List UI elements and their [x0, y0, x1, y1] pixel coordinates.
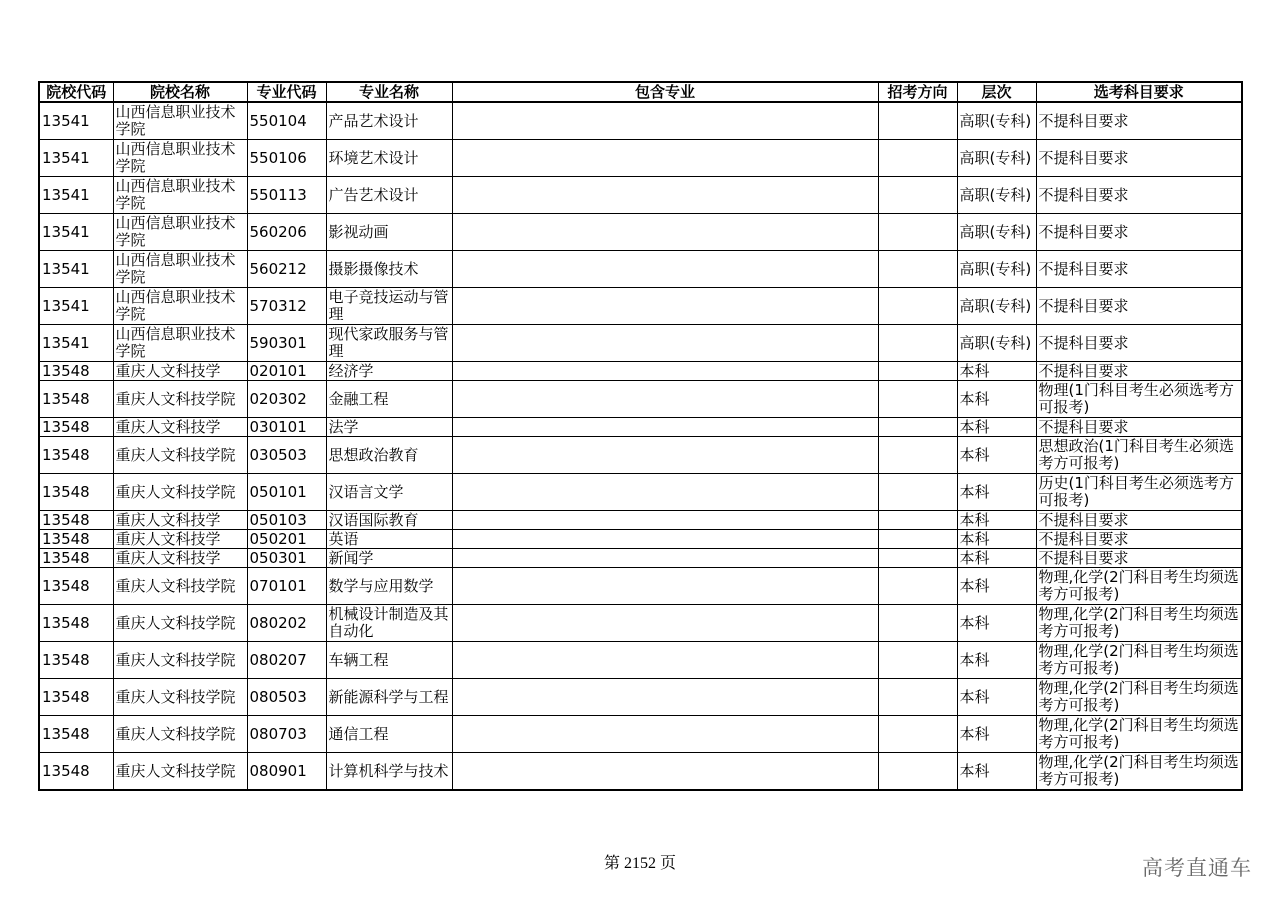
cell-direction — [878, 679, 957, 716]
cell-school-code: 13541 — [39, 214, 113, 251]
cell-major-code: 050201 — [247, 530, 326, 549]
cell-subject-requirement: 不提科目要求 — [1036, 177, 1242, 214]
cell-school-name: 重庆人文科技学 — [113, 418, 247, 437]
cell-direction — [878, 418, 957, 437]
cell-direction — [878, 716, 957, 753]
cell-level: 本科 — [957, 753, 1036, 791]
table-row — [39, 549, 1242, 568]
cell-included-majors — [452, 418, 878, 437]
table-row — [39, 530, 1242, 549]
table-row — [39, 214, 1242, 251]
cell-subject-requirement: 物理(1门科目考生必须选考方可报考) — [1036, 381, 1242, 418]
table-row — [39, 325, 1242, 362]
table-row — [39, 642, 1242, 679]
table-row — [39, 102, 1242, 140]
cell-major-name: 数学与应用数学 — [326, 568, 452, 605]
cell-school-code: 13548 — [39, 474, 113, 511]
cell-level: 本科 — [957, 642, 1036, 679]
cell-included-majors — [452, 642, 878, 679]
cell-major-code: 550104 — [247, 102, 326, 140]
cell-school-code: 13548 — [39, 753, 113, 791]
table-row — [39, 251, 1242, 288]
cell-major-name: 新能源科学与工程 — [326, 679, 452, 716]
cell-major-code: 080202 — [247, 605, 326, 642]
cell-major-code: 030101 — [247, 418, 326, 437]
cell-included-majors — [452, 251, 878, 288]
cell-school-code: 13541 — [39, 288, 113, 325]
cell-direction — [878, 605, 957, 642]
cell-level: 高职(专科) — [957, 214, 1036, 251]
cell-major-code: 050301 — [247, 549, 326, 568]
cell-subject-requirement: 不提科目要求 — [1036, 530, 1242, 549]
cell-school-name: 重庆人文科技学院 — [113, 381, 247, 418]
cell-direction — [878, 568, 957, 605]
cell-school-name: 重庆人文科技学院 — [113, 437, 247, 474]
cell-subject-requirement: 不提科目要求 — [1036, 102, 1242, 140]
cell-school-name: 重庆人文科技学 — [113, 549, 247, 568]
cell-school-name: 重庆人文科技学院 — [113, 605, 247, 642]
cell-major-name: 汉语言文学 — [326, 474, 452, 511]
cell-school-name: 山西信息职业技术学院 — [113, 214, 247, 251]
cell-included-majors — [452, 605, 878, 642]
cell-included-majors — [452, 568, 878, 605]
cell-level: 高职(专科) — [957, 177, 1036, 214]
cell-major-code: 030503 — [247, 437, 326, 474]
cell-major-code: 020302 — [247, 381, 326, 418]
cell-included-majors — [452, 549, 878, 568]
cell-subject-requirement: 不提科目要求 — [1036, 214, 1242, 251]
cell-school-code: 13541 — [39, 177, 113, 214]
cell-included-majors — [452, 140, 878, 177]
cell-major-code: 590301 — [247, 325, 326, 362]
cell-major-code: 080503 — [247, 679, 326, 716]
cell-school-code: 13548 — [39, 716, 113, 753]
cell-major-name: 影视动画 — [326, 214, 452, 251]
cell-school-name: 重庆人文科技学 — [113, 530, 247, 549]
cell-included-majors — [452, 530, 878, 549]
cell-level: 本科 — [957, 679, 1036, 716]
header-school-name: 院校名称 — [113, 82, 247, 102]
cell-school-name: 重庆人文科技学院 — [113, 642, 247, 679]
cell-major-name: 产品艺术设计 — [326, 102, 452, 140]
cell-school-code: 13541 — [39, 140, 113, 177]
cell-subject-requirement: 物理,化学(2门科目考生均须选考方可报考) — [1036, 605, 1242, 642]
cell-school-name: 重庆人文科技学院 — [113, 716, 247, 753]
cell-included-majors — [452, 716, 878, 753]
cell-subject-requirement: 物理,化学(2门科目考生均须选考方可报考) — [1036, 679, 1242, 716]
cell-school-name: 山西信息职业技术学院 — [113, 102, 247, 140]
cell-included-majors — [452, 679, 878, 716]
table-body — [39, 102, 1242, 790]
cell-major-code: 070101 — [247, 568, 326, 605]
cell-major-name: 计算机科学与技术 — [326, 753, 452, 791]
cell-level: 本科 — [957, 418, 1036, 437]
page-number: 第 2152 页 — [603, 855, 676, 872]
cell-school-code: 13541 — [39, 251, 113, 288]
cell-school-name: 重庆人文科技学院 — [113, 568, 247, 605]
cell-subject-requirement: 不提科目要求 — [1036, 549, 1242, 568]
table-row — [39, 605, 1242, 642]
cell-major-name: 现代家政服务与管理 — [326, 325, 452, 362]
cell-level: 本科 — [957, 362, 1036, 381]
cell-major-name: 通信工程 — [326, 716, 452, 753]
table-row — [39, 511, 1242, 530]
table-row — [39, 716, 1242, 753]
header-subject-requirement: 选考科目要求 — [1036, 82, 1242, 102]
cell-major-name: 金融工程 — [326, 381, 452, 418]
cell-major-name: 英语 — [326, 530, 452, 549]
cell-school-code: 13548 — [39, 679, 113, 716]
cell-subject-requirement: 物理,化学(2门科目考生均须选考方可报考) — [1036, 716, 1242, 753]
cell-direction — [878, 288, 957, 325]
table-row — [39, 437, 1242, 474]
cell-included-majors — [452, 511, 878, 530]
cell-included-majors — [452, 325, 878, 362]
cell-major-name: 机械设计制造及其自动化 — [326, 605, 452, 642]
cell-school-code: 13548 — [39, 511, 113, 530]
header-level: 层次 — [957, 82, 1036, 102]
cell-included-majors — [452, 102, 878, 140]
table-header-row — [39, 82, 1242, 102]
cell-major-name: 思想政治教育 — [326, 437, 452, 474]
cell-level: 高职(专科) — [957, 102, 1036, 140]
cell-level: 本科 — [957, 716, 1036, 753]
table-row — [39, 140, 1242, 177]
cell-level: 本科 — [957, 511, 1036, 530]
cell-major-code: 560212 — [247, 251, 326, 288]
admission-table — [38, 81, 1243, 791]
cell-level: 高职(专科) — [957, 251, 1036, 288]
cell-major-name: 经济学 — [326, 362, 452, 381]
cell-major-code: 050103 — [247, 511, 326, 530]
cell-subject-requirement: 思想政治(1门科目考生必须选考方可报考) — [1036, 437, 1242, 474]
cell-direction — [878, 437, 957, 474]
cell-direction — [878, 140, 957, 177]
cell-direction — [878, 325, 957, 362]
table-row — [39, 679, 1242, 716]
cell-subject-requirement: 不提科目要求 — [1036, 362, 1242, 381]
cell-school-code: 13548 — [39, 642, 113, 679]
cell-direction — [878, 102, 957, 140]
table-row — [39, 177, 1242, 214]
cell-direction — [878, 549, 957, 568]
cell-school-code: 13548 — [39, 418, 113, 437]
cell-school-code: 13541 — [39, 102, 113, 140]
cell-level: 本科 — [957, 474, 1036, 511]
cell-major-name: 汉语国际教育 — [326, 511, 452, 530]
cell-level: 本科 — [957, 568, 1036, 605]
cell-school-code: 13548 — [39, 568, 113, 605]
cell-school-code: 13548 — [39, 549, 113, 568]
cell-direction — [878, 753, 957, 791]
cell-included-majors — [452, 288, 878, 325]
cell-school-name: 山西信息职业技术学院 — [113, 288, 247, 325]
cell-direction — [878, 530, 957, 549]
cell-subject-requirement: 物理,化学(2门科目考生均须选考方可报考) — [1036, 753, 1242, 791]
cell-school-code: 13548 — [39, 530, 113, 549]
cell-major-code: 020101 — [247, 362, 326, 381]
cell-subject-requirement: 不提科目要求 — [1036, 140, 1242, 177]
table-row — [39, 381, 1242, 418]
cell-level: 高职(专科) — [957, 288, 1036, 325]
header-included-majors: 包含专业 — [452, 82, 878, 102]
cell-school-name: 山西信息职业技术学院 — [113, 251, 247, 288]
watermark: 高考直通车 — [1142, 856, 1252, 880]
cell-major-name: 法学 — [326, 418, 452, 437]
cell-direction — [878, 214, 957, 251]
cell-major-name: 车辆工程 — [326, 642, 452, 679]
cell-school-name: 山西信息职业技术学院 — [113, 177, 247, 214]
table-row — [39, 474, 1242, 511]
cell-major-name: 广告艺术设计 — [326, 177, 452, 214]
cell-level: 本科 — [957, 605, 1036, 642]
cell-included-majors — [452, 177, 878, 214]
cell-subject-requirement: 不提科目要求 — [1036, 325, 1242, 362]
cell-subject-requirement: 不提科目要求 — [1036, 251, 1242, 288]
header-major-name: 专业名称 — [326, 82, 452, 102]
table-row — [39, 753, 1242, 791]
cell-subject-requirement: 不提科目要求 — [1036, 418, 1242, 437]
cell-major-code: 080901 — [247, 753, 326, 791]
cell-school-code: 13548 — [39, 381, 113, 418]
cell-major-code: 550106 — [247, 140, 326, 177]
table-row — [39, 568, 1242, 605]
cell-direction — [878, 177, 957, 214]
cell-school-name: 重庆人文科技学 — [113, 511, 247, 530]
cell-included-majors — [452, 474, 878, 511]
cell-level: 本科 — [957, 381, 1036, 418]
cell-major-code: 560206 — [247, 214, 326, 251]
cell-major-code: 080703 — [247, 716, 326, 753]
cell-school-code: 13548 — [39, 362, 113, 381]
cell-direction — [878, 642, 957, 679]
cell-included-majors — [452, 753, 878, 791]
header-major-code: 专业代码 — [247, 82, 326, 102]
cell-subject-requirement: 不提科目要求 — [1036, 511, 1242, 530]
cell-included-majors — [452, 362, 878, 381]
cell-school-code: 13548 — [39, 437, 113, 474]
cell-level: 本科 — [957, 530, 1036, 549]
cell-major-code: 050101 — [247, 474, 326, 511]
cell-major-name: 新闻学 — [326, 549, 452, 568]
table-row — [39, 418, 1242, 437]
cell-school-code: 13548 — [39, 605, 113, 642]
cell-included-majors — [452, 214, 878, 251]
cell-school-name: 重庆人文科技学院 — [113, 679, 247, 716]
cell-major-name: 摄影摄像技术 — [326, 251, 452, 288]
header-school-code: 院校代码 — [39, 82, 113, 102]
cell-direction — [878, 511, 957, 530]
table-row — [39, 362, 1242, 381]
cell-school-name: 山西信息职业技术学院 — [113, 140, 247, 177]
cell-included-majors — [452, 381, 878, 418]
cell-school-name: 重庆人文科技学 — [113, 362, 247, 381]
cell-level: 高职(专科) — [957, 325, 1036, 362]
cell-school-name: 山西信息职业技术学院 — [113, 325, 247, 362]
cell-subject-requirement: 不提科目要求 — [1036, 288, 1242, 325]
cell-school-code: 13541 — [39, 325, 113, 362]
cell-direction — [878, 381, 957, 418]
cell-direction — [878, 251, 957, 288]
cell-major-code: 080207 — [247, 642, 326, 679]
cell-major-name: 电子竞技运动与管理 — [326, 288, 452, 325]
cell-level: 高职(专科) — [957, 140, 1036, 177]
cell-major-name: 环境艺术设计 — [326, 140, 452, 177]
cell-direction — [878, 362, 957, 381]
header-direction: 招考方向 — [878, 82, 957, 102]
cell-subject-requirement: 物理,化学(2门科目考生均须选考方可报考) — [1036, 642, 1242, 679]
cell-school-name: 重庆人文科技学院 — [113, 753, 247, 791]
cell-subject-requirement: 物理,化学(2门科目考生均须选考方可报考) — [1036, 568, 1242, 605]
cell-subject-requirement: 历史(1门科目考生必须选考方可报考) — [1036, 474, 1242, 511]
cell-major-code: 550113 — [247, 177, 326, 214]
table-row — [39, 288, 1242, 325]
cell-included-majors — [452, 437, 878, 474]
cell-level: 本科 — [957, 437, 1036, 474]
cell-school-name: 重庆人文科技学院 — [113, 474, 247, 511]
cell-level: 本科 — [957, 549, 1036, 568]
cell-direction — [878, 474, 957, 511]
cell-major-code: 570312 — [247, 288, 326, 325]
